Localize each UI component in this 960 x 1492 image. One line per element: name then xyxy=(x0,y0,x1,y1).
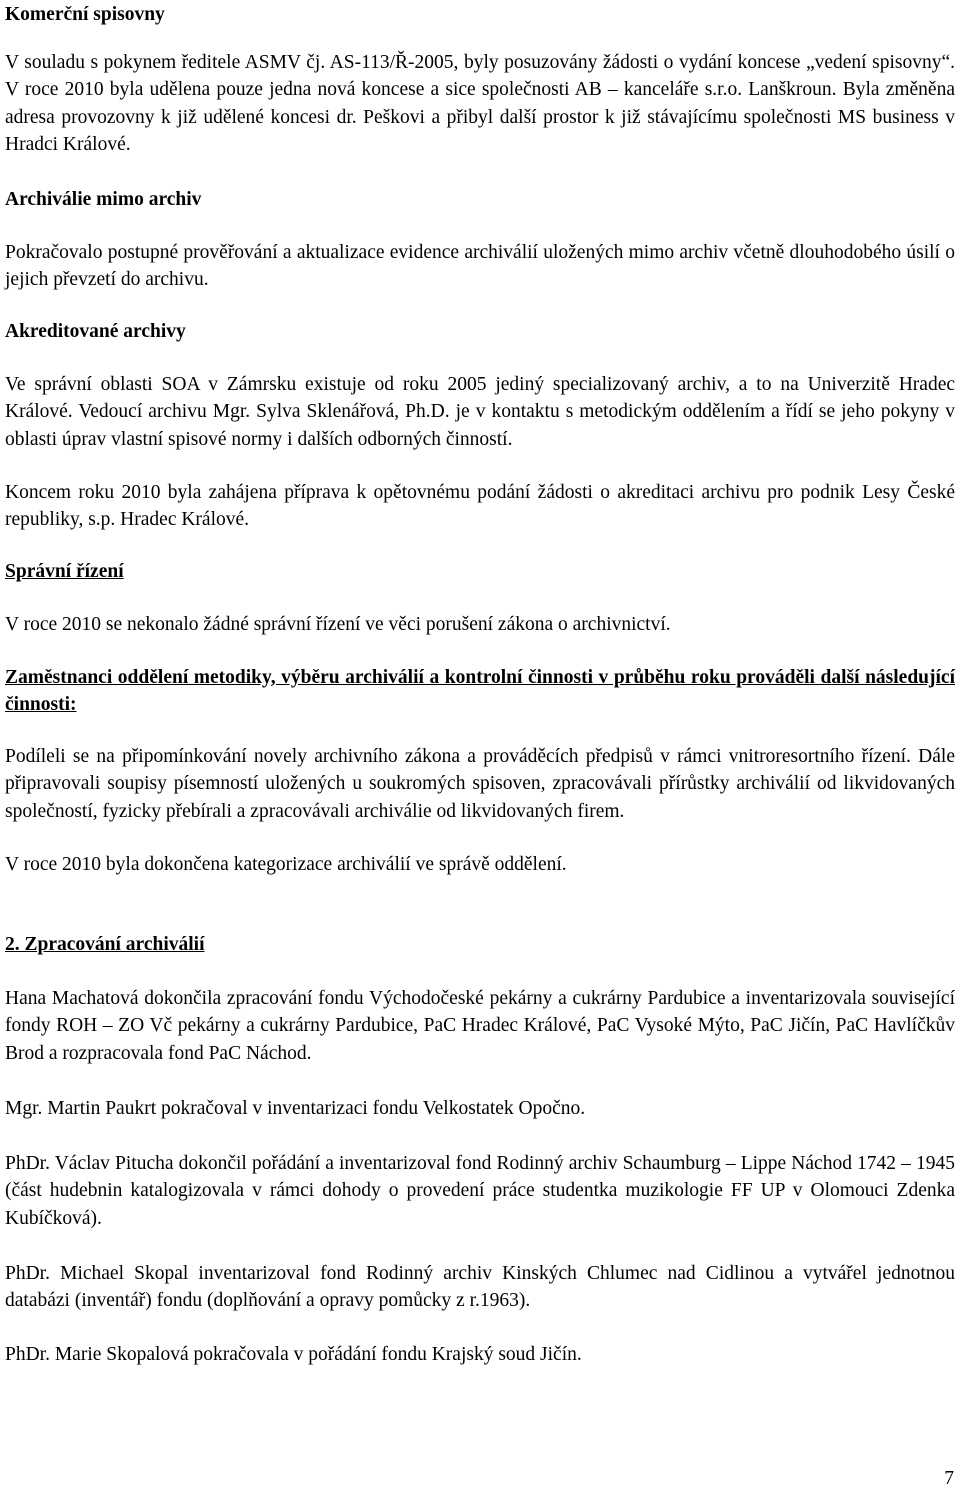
paragraph-akreditovane-archivy-2: Koncem roku 2010 byla zahájena příprava k opětovnému podání žádosti o akreditaci archivu pro podnik Lesy České republiky, s.p. Hradec Králové. xyxy=(5,482,955,531)
paragraph-akreditovane-archivy-1: Ve správní oblasti SOA v Zámrsku existuje od roku 2005 jediný specializovaný archiv, a to na Univerzitě Hradec Králové. Vedoucí archivu Mgr. Sylva Sklenářová, Ph.D. je v kontaktu s metodickým oddělením a řídí se jeho pokyny v oblasti úprav vlastní spisové normy i dalších odborných činností. xyxy=(5,374,955,450)
heading-archivalie-mimo-archiv: Archiválie mimo archiv xyxy=(5,189,202,210)
paragraph-zpracovani-skopalova: PhDr. Marie Skopalová pokračovala v pořádání fondu Krajský soud Jičín. xyxy=(5,1344,582,1365)
paragraph-spravni-rizeni: V roce 2010 se nekonalo žádné správní řízení ve věci porušení zákona o archivnictví. xyxy=(5,614,671,635)
heading-akreditovane-archivy: Akreditované archivy xyxy=(5,321,186,342)
heading-komercni-spisovny: Komerční spisovny xyxy=(5,4,165,25)
paragraph-zpracovani-machatova: Hana Machatová dokončila zpracování fondu Východočeské pekárny a cukrárny Pardubice a inventarizovala související fondy ROH – ZO Vč pekárny a cukrárny Pardubice, PaC Hradec Králové, PaC Vysoké Mýto, PaC Jičín, PaC Havlíčkův Brod a rozpracovala fond PaC Náchod. xyxy=(5,988,955,1064)
paragraph-zpracovani-pitucha: PhDr. Václav Pitucha dokončil pořádání a inventarizoval fond Rodinný archiv Schaumburg – Lippe Náchod 1742 – 1945 (část hudebnin katalogizovala v rámci dohody o provedení práce studentka muzikologie FF UP v Olomouci Zdenka Kubíčková). xyxy=(5,1153,955,1229)
paragraph-zamestnanci-1: Podíleli se na připomínkování novely archivního zákona a prováděcích předpisů v rámci vnitroresortního řízení. Dále připravovali soupisy písemností uložených u soukromých spisoven, zpracovávali přírůstky archiválií od likvidovaných společností, fyzicky přebírali a zpracovávali archiválie od likvidovaných firem. xyxy=(5,746,955,822)
paragraph-komercni-spisovny: V souladu s pokynem ředitele ASMV čj. AS-113/Ř-2005, byly posuzovány žádosti o vydání koncese „vedení spisovny“. V roce 2010 byla udělena pouze jedna nová koncese a sice společnosti AB – kanceláře s.r.o. Lanškroun. Byla změněna adresa provozovny k již udělené koncesi dr. Peškovi a přibyl další prostor k již stávajícímu společnosti MS business v Hradci Králové. xyxy=(5,52,955,156)
heading-zamestnanci-oddeleni: Zaměstnanci oddělení metodiky, výběru archiválií a kontrolní činnosti v průběhu roku prováděli další následující činnosti: xyxy=(5,667,955,716)
paragraph-zamestnanci-2: V roce 2010 byla dokončena kategorizace archiválií ve správě oddělení. xyxy=(5,854,567,875)
page-number: 7 xyxy=(944,1468,954,1489)
paragraph-zpracovani-skopal: PhDr. Michael Skopal inventarizoval fond Rodinný archiv Kinských Chlumec nad Cidlinou a vytvářel jednotnou databázi (inventář) fondu (doplňování a opravy pomůcky z r.1963). xyxy=(5,1263,955,1312)
paragraph-archivalie-mimo-archiv: Pokračovalo postupné prověřování a aktualizace evidence archiválií uložených mimo archiv včetně dlouhodobého úsilí o jejich převzetí do archivu. xyxy=(5,242,955,291)
heading-spravni-rizeni: Správní řízení xyxy=(5,561,124,582)
heading-zpracovani-archivalii: 2. Zpracování archiválií xyxy=(5,934,205,955)
paragraph-zpracovani-paukrt: Mgr. Martin Paukrt pokračoval v inventarizaci fondu Velkostatek Opočno. xyxy=(5,1098,586,1119)
